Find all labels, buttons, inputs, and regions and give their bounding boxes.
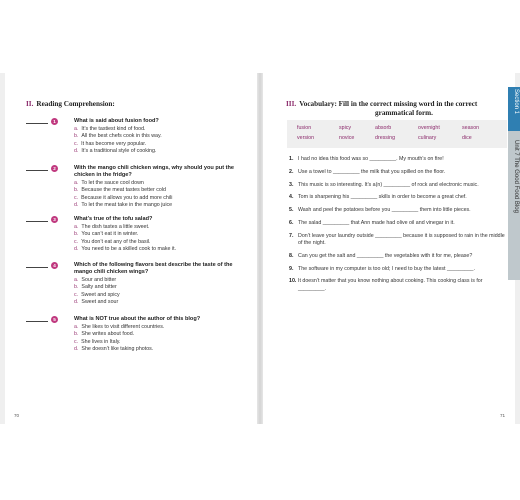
question-3 xyxy=(26,216,241,253)
option-text: You can’t eat it in winter. xyxy=(81,231,139,238)
word-bank-item: absorb xyxy=(375,125,392,131)
item-number: 2. xyxy=(289,168,294,175)
option-d xyxy=(74,202,241,209)
word-bank-item: version xyxy=(297,135,315,141)
option-letter: c. xyxy=(74,194,79,201)
question-text: What’s true of the tofu salad? xyxy=(74,216,153,222)
section-number: II. xyxy=(26,100,34,108)
word-bank-item: culinary xyxy=(418,135,437,141)
option-b xyxy=(74,231,241,238)
item-number: 4. xyxy=(289,194,294,201)
word-bank-item: dice xyxy=(462,135,472,141)
vocab-item xyxy=(289,220,507,227)
question-2 xyxy=(26,165,241,209)
option-letter: c. xyxy=(74,140,79,147)
option-letter: a. xyxy=(74,126,79,132)
option-b xyxy=(74,331,241,338)
question-number-badge: 2 xyxy=(51,165,58,172)
option-text: Sweet and spicy xyxy=(81,291,120,298)
question-text: What is said about fusion food? xyxy=(74,118,159,124)
vocab-item xyxy=(289,253,507,260)
vocab-item xyxy=(289,169,507,176)
option-a xyxy=(74,180,241,187)
item-number: 3. xyxy=(289,181,294,188)
word-bank-item: fusion xyxy=(297,125,312,131)
option-c xyxy=(74,292,241,299)
option-c xyxy=(74,195,241,202)
option-a xyxy=(74,224,241,231)
section-tab-label: Section 1 xyxy=(513,89,519,115)
section-title: Reading Comprehension: xyxy=(36,100,115,108)
option-text: Sour and bitter xyxy=(81,277,117,283)
word-bank-item: season xyxy=(462,125,480,131)
question-text: Which of the following flavors best describe the taste of the mango chili chicken wings? xyxy=(74,262,233,275)
option-letter: a. xyxy=(74,277,79,283)
word-bank-item: dressing xyxy=(375,135,396,141)
page-number-right: 71 xyxy=(500,413,506,418)
vocab-item xyxy=(289,194,507,201)
option-letter: b. xyxy=(74,187,79,194)
option-letter: b. xyxy=(74,231,79,238)
item-number: 7. xyxy=(289,232,294,239)
option-b xyxy=(74,187,241,194)
option-text: To let the sauce cool down xyxy=(81,180,144,186)
section-number: III. xyxy=(286,100,297,108)
option-a xyxy=(74,277,241,284)
item-text: Don’t leave your laundry outside _________ because it is supposed to rain in the middle of the night. xyxy=(298,232,505,246)
option-text: The dish tastes a little sweet. xyxy=(81,224,150,230)
option-text: You need to be a skilled cook to make it. xyxy=(81,245,177,252)
option-text: Sweet and sour xyxy=(81,298,119,305)
option-b xyxy=(74,284,241,291)
option-letter: d. xyxy=(74,245,79,252)
option-text: It has become very popular. xyxy=(81,140,147,147)
question-text: What is NOT true about the author of this blog? xyxy=(74,316,201,322)
vocab-item xyxy=(289,182,507,189)
item-text: Tom is sharpening his _________ skills in order to become a great chef. xyxy=(298,194,467,201)
item-number: 10. xyxy=(289,278,297,285)
option-letter: c. xyxy=(74,238,79,245)
vocab-item xyxy=(289,233,507,247)
option-text: It’s the tastiest kind of food. xyxy=(81,126,146,132)
option-text: Because the meat tastes better cold xyxy=(81,187,166,194)
section-title-line2: grammatical form. xyxy=(375,108,433,117)
question-text: With the mango chili chicken wings, why should you put the chicken in the fridge? xyxy=(74,165,235,178)
unit-tab-label: Unit 7 The Good Food Blog xyxy=(513,140,519,213)
word-bank-item: spicy xyxy=(339,125,352,131)
option-c xyxy=(74,141,241,148)
word-bank-item: novice xyxy=(339,135,355,141)
option-d xyxy=(74,299,241,306)
section-title-line1: Vocabulary: Fill in the correct missing word in the correct xyxy=(299,100,478,108)
option-letter: c. xyxy=(74,338,79,345)
item-number: 9. xyxy=(289,265,294,272)
option-letter: a. xyxy=(74,180,79,186)
option-d xyxy=(74,346,241,353)
option-text: Salty and bitter xyxy=(81,284,117,291)
option-text: It’s a traditional style of cooking. xyxy=(81,147,157,154)
question-number-badge: 5 xyxy=(51,316,58,323)
option-text: She doesn’t like taking photos. xyxy=(81,345,154,352)
question-number-badge: 4 xyxy=(51,262,58,269)
answer-blank[interactable] xyxy=(26,170,48,171)
answer-blank[interactable] xyxy=(26,267,48,268)
vocab-item xyxy=(289,278,507,292)
item-text: Can you get the salt and _________ the vegetables with it for me, please? xyxy=(298,252,473,259)
word-bank-item: overnight xyxy=(418,125,440,131)
vocab-item xyxy=(289,156,507,163)
option-letter: b. xyxy=(74,284,79,291)
option-a xyxy=(74,324,241,331)
answer-blank[interactable] xyxy=(26,321,48,322)
option-c xyxy=(74,239,241,246)
option-text: You don’t eat any of the basil. xyxy=(81,238,151,245)
option-d xyxy=(74,246,241,253)
item-text: I had no idea this food was so _________. My mouth’s on fire! xyxy=(298,156,444,162)
item-text: It doesn’t matter that you know nothing about cooking. This cooking class is for _________. xyxy=(298,278,483,292)
option-letter: a. xyxy=(74,224,79,230)
question-number-badge: 3 xyxy=(51,216,58,223)
question-1 xyxy=(26,118,241,155)
option-letter: b. xyxy=(74,331,79,338)
answer-blank[interactable] xyxy=(26,221,48,222)
page-number-left: 70 xyxy=(14,413,20,418)
option-text: She lives in Italy. xyxy=(81,338,121,345)
option-letter: d. xyxy=(74,147,79,154)
option-text: She likes to visit different countries. xyxy=(81,324,165,330)
item-number: 5. xyxy=(289,207,294,214)
item-text: The salad _________ that Ann made had olive oil and vinegar in it. xyxy=(298,219,455,226)
question-5 xyxy=(26,316,241,353)
item-number: 8. xyxy=(289,252,294,259)
answer-blank[interactable] xyxy=(26,123,48,124)
vocab-item xyxy=(289,266,507,273)
option-letter: d. xyxy=(74,201,79,208)
question-4 xyxy=(26,262,241,306)
item-text: The software in my computer is too old; I need to buy the latest _________. xyxy=(298,265,475,272)
item-text: Wash and peel the potatoes before you _________ them into little pieces. xyxy=(298,207,471,214)
vocabulary-items xyxy=(289,156,507,298)
option-letter: a. xyxy=(74,324,79,330)
option-a xyxy=(74,126,241,133)
option-letter: d. xyxy=(74,345,79,352)
option-d xyxy=(74,148,241,155)
option-text: She writes about food. xyxy=(81,331,135,338)
item-number: 1. xyxy=(289,156,294,162)
vocab-item xyxy=(289,207,507,214)
option-b xyxy=(74,133,241,140)
option-text: To let the meat take in the mango juice xyxy=(81,201,173,208)
vocabulary-title xyxy=(286,100,506,117)
question-number-badge: 1 xyxy=(51,118,58,125)
reading-comprehension-title xyxy=(26,100,115,108)
option-c xyxy=(74,339,241,346)
word-bank xyxy=(287,120,507,148)
option-letter: d. xyxy=(74,298,79,305)
item-text: This music is so interesting. It’s a(n) _________ of rock and electronic music. xyxy=(298,181,479,188)
item-number: 6. xyxy=(289,219,294,226)
option-text: Because it allows you to add more chili xyxy=(81,194,173,201)
option-text: All the best chefs cook in this way. xyxy=(81,133,162,140)
item-text: Use a towel to _________ the milk that you spilled on the floor. xyxy=(298,168,446,175)
option-letter: c. xyxy=(74,291,79,298)
option-letter: b. xyxy=(74,133,79,140)
